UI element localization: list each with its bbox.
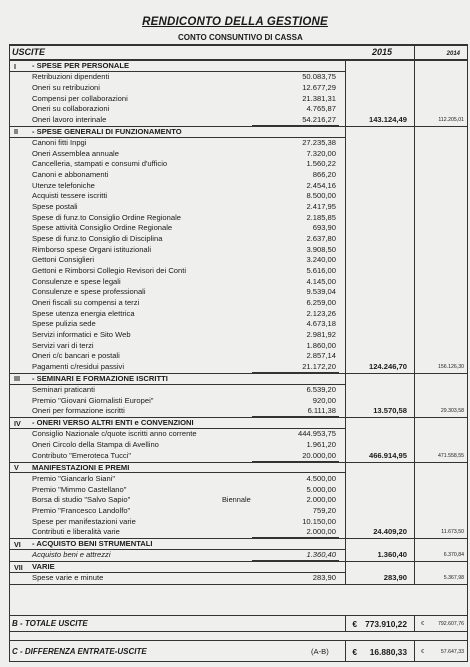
line-item-amount: 2.185,85 (306, 212, 336, 222)
totale-prev-currency: € (421, 621, 424, 627)
uscite-header: USCITE (12, 47, 46, 57)
line-item-label: Canoni fitti Inpgi (32, 138, 87, 148)
line-item-amount: 2.454,16 (306, 180, 336, 190)
section-subtotal: 283,90 (383, 573, 407, 583)
line-item-amount: 21.381,31 (302, 93, 336, 103)
line-item-amount: 444.953,75 (297, 429, 336, 439)
totale-prev-amount: 792.607,76 (438, 621, 464, 627)
totale-currency: € (352, 619, 357, 629)
differenza-currency: € (352, 647, 357, 657)
line-item-label: Spese varie e minute (32, 573, 104, 583)
line-item-label: Premio "Giancarlo Siani" (32, 473, 116, 483)
column-rule (414, 615, 415, 631)
table-rule (9, 631, 467, 632)
line-item-label: Pagamenti c/residui passivi (32, 361, 125, 371)
section-prev-year: 5.367,98 (443, 575, 464, 582)
column-rule (414, 640, 415, 661)
line-item-amount: 1.360,40 (306, 550, 336, 560)
table-rule (9, 615, 467, 616)
line-item-amount: 2.000,00 (306, 495, 336, 505)
section-prev-year: 6.370,84 (443, 552, 464, 559)
line-item-amount: 7.320,00 (306, 148, 336, 158)
section-subtotal: 466.914,95 (368, 450, 407, 460)
line-item-label: Consiglio Nazionale c/quote iscritti anno corrente (32, 429, 197, 439)
line-item-label: Spese attività Consiglio Ordine Regionale (32, 223, 173, 233)
line-item-amount: 9.539,04 (306, 287, 336, 297)
line-item-amount: 2.123,26 (306, 308, 336, 318)
section-roman: VI (14, 539, 21, 549)
line-item-amount: 6.111,38 (307, 406, 336, 416)
line-item-amount: 866,20 (312, 170, 336, 179)
line-item-label: Oneri lavoro interinale (32, 114, 107, 124)
line-item-label: Contributi e liberalità varie (32, 527, 120, 537)
line-item-label: Spese per manifestazioni varie (32, 516, 136, 526)
section-subtotal: 124.246,70 (368, 361, 407, 371)
line-item-label: Acquisti tessere iscritti (32, 191, 108, 201)
line-item-amount: 54.216,27 (302, 114, 336, 124)
line-item-label: Acquisto beni e attrezzi (32, 550, 111, 560)
section-title: - SPESE GENERALI DI FUNZIONAMENTO (32, 126, 182, 136)
line-item-label: Servizi informatici e Sito Web (32, 329, 131, 339)
line-item-amount: 2.981,92 (306, 329, 336, 339)
column-rule (414, 44, 415, 584)
line-item-amount: 10.150,00 (302, 516, 336, 526)
column-rule (345, 615, 346, 631)
line-item-label: Compensi per collaborazioni (32, 93, 128, 103)
column-rule (467, 44, 468, 662)
line-item-label: Consulenze e spese professionali (32, 287, 146, 297)
line-item-amount: 3.908,50 (306, 244, 336, 254)
table-rule (9, 584, 467, 585)
differenza-prev-currency: € (421, 649, 424, 655)
line-item-label: Premio "Mimmo Castellano" (32, 484, 127, 494)
line-item-label: Utenze telefoniche (32, 180, 95, 190)
line-item-label: Oneri per formazione iscritti (32, 406, 125, 416)
document-title: RENDICONTO DELLA GESTIONE (142, 16, 328, 28)
section-subtotal: 24.409,20 (373, 527, 407, 537)
section-roman: IV (14, 418, 21, 428)
line-item-label: Borsa di studio "Salvo Sapio" (32, 495, 131, 505)
line-item-amount: 5.000,00 (306, 484, 336, 494)
totale-uscite-label: B - TOTALE USCITE (12, 619, 88, 628)
line-item-amount: 20.000,00 (302, 450, 336, 460)
section-title: VARIE (32, 562, 55, 572)
section-title: - SPESE PER PERSONALE (32, 61, 130, 70)
line-item-amount: 2.417,95 (306, 201, 336, 211)
table-rule (9, 561, 467, 562)
differenza-amount: 16.880,33 (369, 647, 407, 657)
line-item-label: Spese postali (32, 201, 78, 211)
section-subtotal: 1.360,40 (377, 550, 407, 560)
line-item-amount: 1.560,22 (306, 159, 336, 169)
line-item-amount: 4.145,00 (306, 276, 336, 286)
section-prev-year: 11.673,50 (441, 529, 464, 536)
line-item-amount: 2.637,80 (306, 233, 336, 243)
document-subtitle: CONTO CONSUNTIVO DI CASSA (178, 33, 303, 42)
line-item-amount: 21.172,20 (302, 361, 336, 371)
column-rule (345, 59, 346, 584)
section-title: - SEMINARI E FORMAZIONE ISCRITTI (32, 373, 168, 383)
line-item-amount: 6.259,00 (306, 297, 336, 307)
line-item-amount: 12.677,29 (302, 82, 336, 92)
section-subtotal: 143.124,49 (368, 114, 407, 124)
line-item-amount: 1.961,20 (306, 440, 336, 450)
line-item-label: Cancelleria, stampati e consumi d'ufficio (32, 159, 168, 169)
section-prev-year: 471.558,55 (438, 452, 464, 459)
column-rule (345, 640, 346, 661)
line-item-amount: 50.083,75 (302, 72, 336, 82)
line-item-amount: 4.500,00 (306, 473, 336, 483)
section-title: - ACQUISTO BENI STRUMENTALI (32, 539, 153, 549)
year-current-header: 2015 (371, 47, 392, 57)
line-item-label: Oneri Circolo della Stampa di Avellino (32, 440, 159, 450)
line-item-label: Canoni e abbonamenti (32, 170, 109, 179)
line-item-label: Rimborso spese Organi istituzionali (32, 244, 152, 254)
table-rule (9, 45, 467, 46)
section-roman: I (14, 61, 16, 71)
line-item-amount: 920,00 (312, 395, 336, 405)
year-prev-header: 2014 (446, 51, 460, 57)
section-roman: VII (14, 562, 23, 572)
line-item-label: Gettoni Consiglieri (32, 255, 95, 265)
line-item-label: Contributo "Emeroteca Tucci" (32, 450, 132, 460)
section-subtotal: 13.570,58 (373, 406, 407, 416)
line-item-label: Seminari praticanti (32, 385, 95, 394)
differenza-label: C - DIFFERENZA ENTRATE-USCITE (12, 647, 147, 656)
line-item-label: Oneri su collaborazioni (32, 104, 110, 114)
line-item-amount: 693,90 (312, 223, 336, 233)
line-item-amount: 283,90 (312, 573, 336, 583)
line-item-label: Servizi vari di terzi (32, 340, 94, 350)
line-item-amount: 2.000,00 (306, 527, 336, 537)
line-item-amount: 759,20 (312, 505, 336, 515)
line-item-label: Spese pulizia sede (32, 319, 96, 329)
line-item-label: Consulenze e spese legali (32, 276, 121, 286)
line-item-amount: 1.860,00 (306, 340, 336, 350)
line-item-amount: 4.673,18 (306, 319, 336, 329)
section-prev-year: 112.205,01 (438, 116, 464, 123)
line-item-label: Oneri Assemblea annuale (32, 148, 119, 158)
section-prev-year: 29.303,58 (440, 408, 464, 415)
line-item-amount: 3.240,00 (306, 255, 336, 265)
line-item-label: Spese di funz.to Consiglio Ordine Regionale (32, 212, 182, 222)
line-item-amount: 4.765,87 (306, 104, 336, 114)
line-item-note: Biennale (222, 495, 251, 505)
line-item-label: Premio "Giovani Giornalisti Europei" (32, 395, 154, 405)
section-roman: III (14, 374, 20, 384)
totale-uscite-amount: 773.910,22 (365, 619, 407, 629)
line-item-amount: 2.857,14 (306, 351, 336, 361)
line-item-amount: 5.616,00 (306, 265, 336, 275)
line-item-label: Oneri fiscali su compensi a terzi (32, 297, 140, 307)
section-title: - ONERI VERSO ALTRI ENTI e CONVENZIONI (32, 418, 194, 428)
section-title: MANIFESTAZIONI E PREMI (32, 462, 130, 472)
table-rule (9, 661, 467, 662)
section-roman: II (14, 127, 18, 137)
line-item-label: Premio "Francesco Landolfo" (32, 505, 131, 515)
differenza-prev-amount: 57.647,33 (440, 649, 464, 655)
differenza-formula: (A-B) (311, 647, 329, 656)
line-item-label: Spese di funz.to Consiglio di Disciplina (32, 233, 163, 243)
line-item-label: Gettoni e Rimborsi Collegio Revisori dei Conti (32, 265, 187, 275)
line-item-amount: 27.235,38 (302, 138, 336, 148)
section-prev-year: 156.126,30 (438, 363, 464, 370)
table-rule (9, 640, 467, 641)
line-item-amount: 8.500,00 (306, 191, 336, 201)
line-item-label: Spese utenza energia elettrica (32, 308, 135, 318)
column-rule (9, 44, 10, 662)
line-item-label: Oneri su retribuzioni (32, 82, 100, 92)
line-item-label: Oneri c/c bancari e postali (32, 351, 120, 361)
line-item-amount: 6.539,20 (306, 385, 336, 394)
line-item-label: Retribuzioni dipendenti (32, 72, 110, 82)
section-roman: V (14, 463, 19, 473)
